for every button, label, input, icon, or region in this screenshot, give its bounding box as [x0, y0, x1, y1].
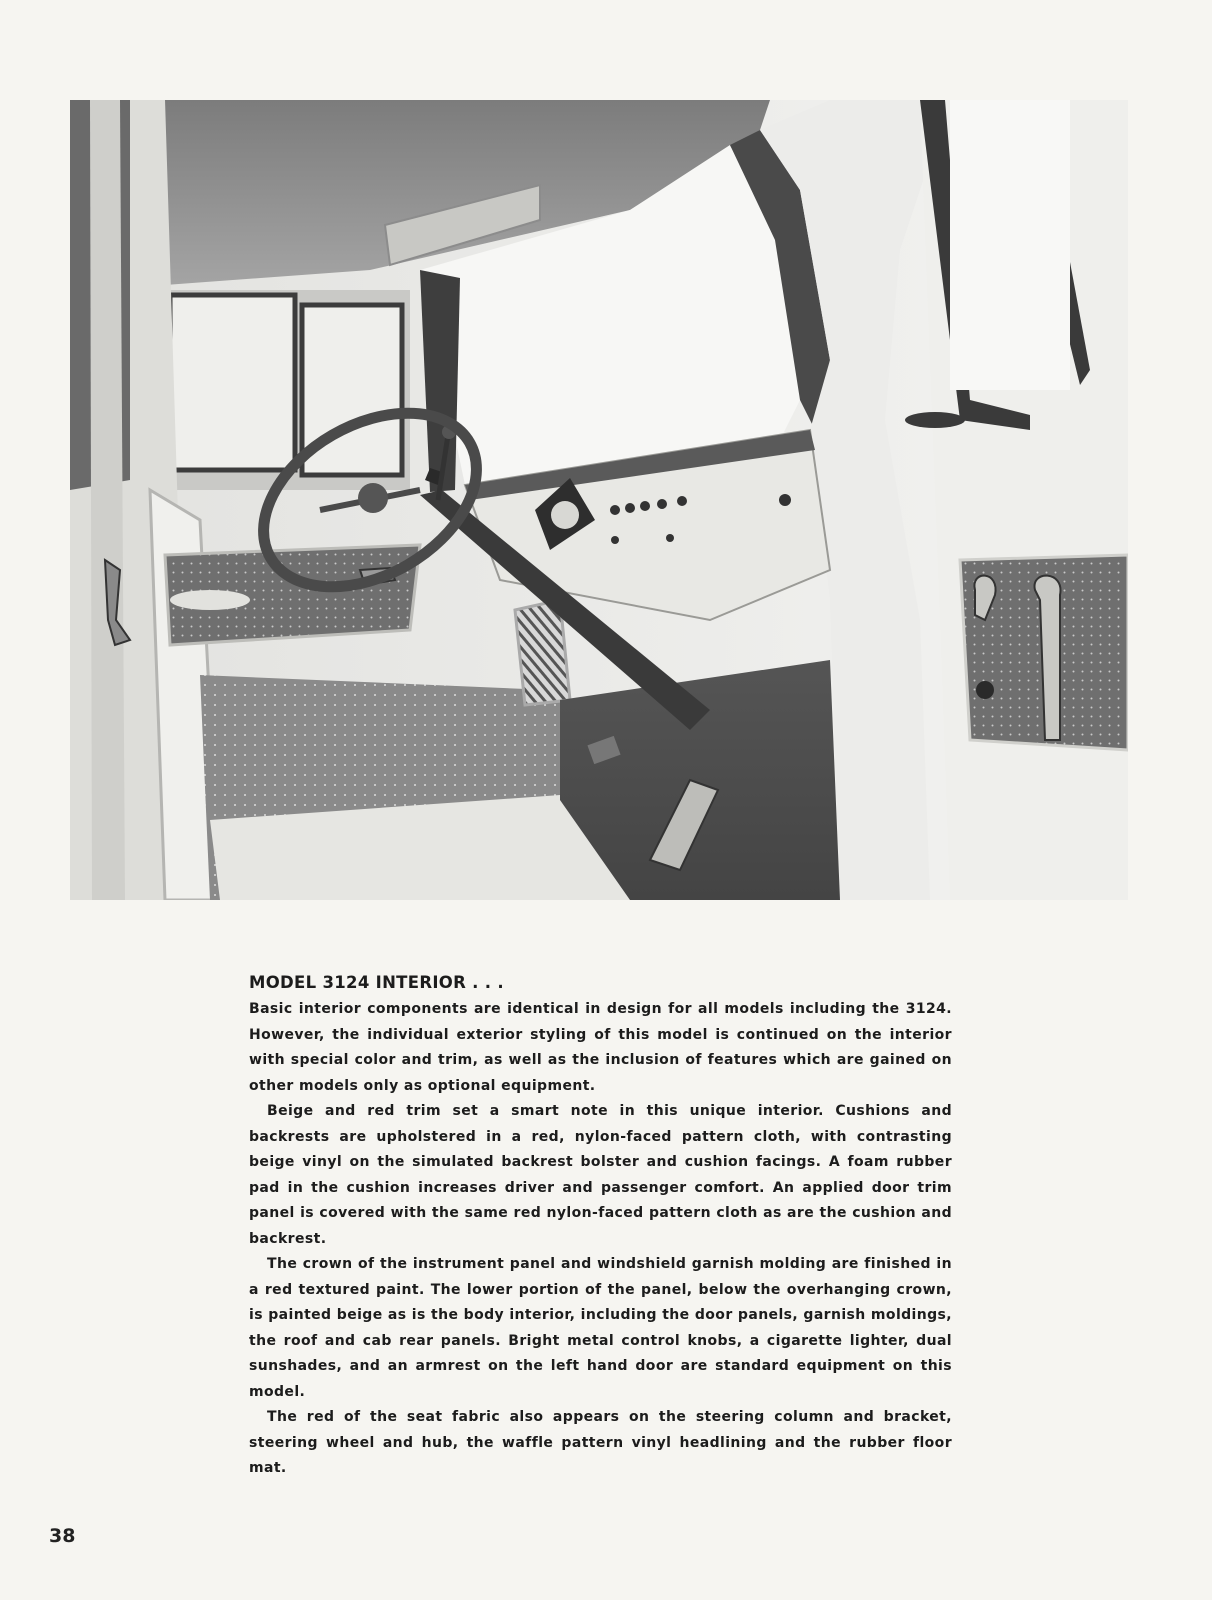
- paragraph-2: Beige and red trim set a smart note in this unique interior. Cushions and backrests are upholstered in a red, nylon-faced pattern cloth, with contrasting beige vinyl on the simulated backrest bolster and cushion facings. A foam rubber pad in the cushion increases driver and passenger comfort. An applied door trim panel is covered with the same red nylon-faced pattern cloth as are the cushion and backrest.: [249, 1103, 952, 1247]
- section-heading: MODEL 3124 INTERIOR . . .: [249, 973, 504, 992]
- paragraph-3: The crown of the instrument panel and windshield garnish molding are finished in a red textured paint. The lower portion of the panel, below the overhanging crown, is painted beige as is the body interior, including the door panels, garnish moldings, the roof and cab rear panels. Bright metal control knobs, a cigarette lighter, dual sunshades, and an armrest on the left hand door are standard equipment on this model.: [249, 1256, 952, 1400]
- body-text: [249, 972, 952, 1482]
- truck-interior-photo: [70, 100, 1128, 900]
- page-number: 38: [49, 1525, 76, 1547]
- paragraph-1: Basic interior components are identical in design for all models including the 3124. However, the individual exterior styling of this model is continued on the interior with special color and trim, as well as the inclusion of features which are gained on other models only as optional equipment.: [249, 1001, 952, 1094]
- paragraph-4: The red of the seat fabric also appears on the steering column and bracket, steering wheel and hub, the waffle pattern vinyl headlining and the rubber floor mat.: [249, 1409, 952, 1476]
